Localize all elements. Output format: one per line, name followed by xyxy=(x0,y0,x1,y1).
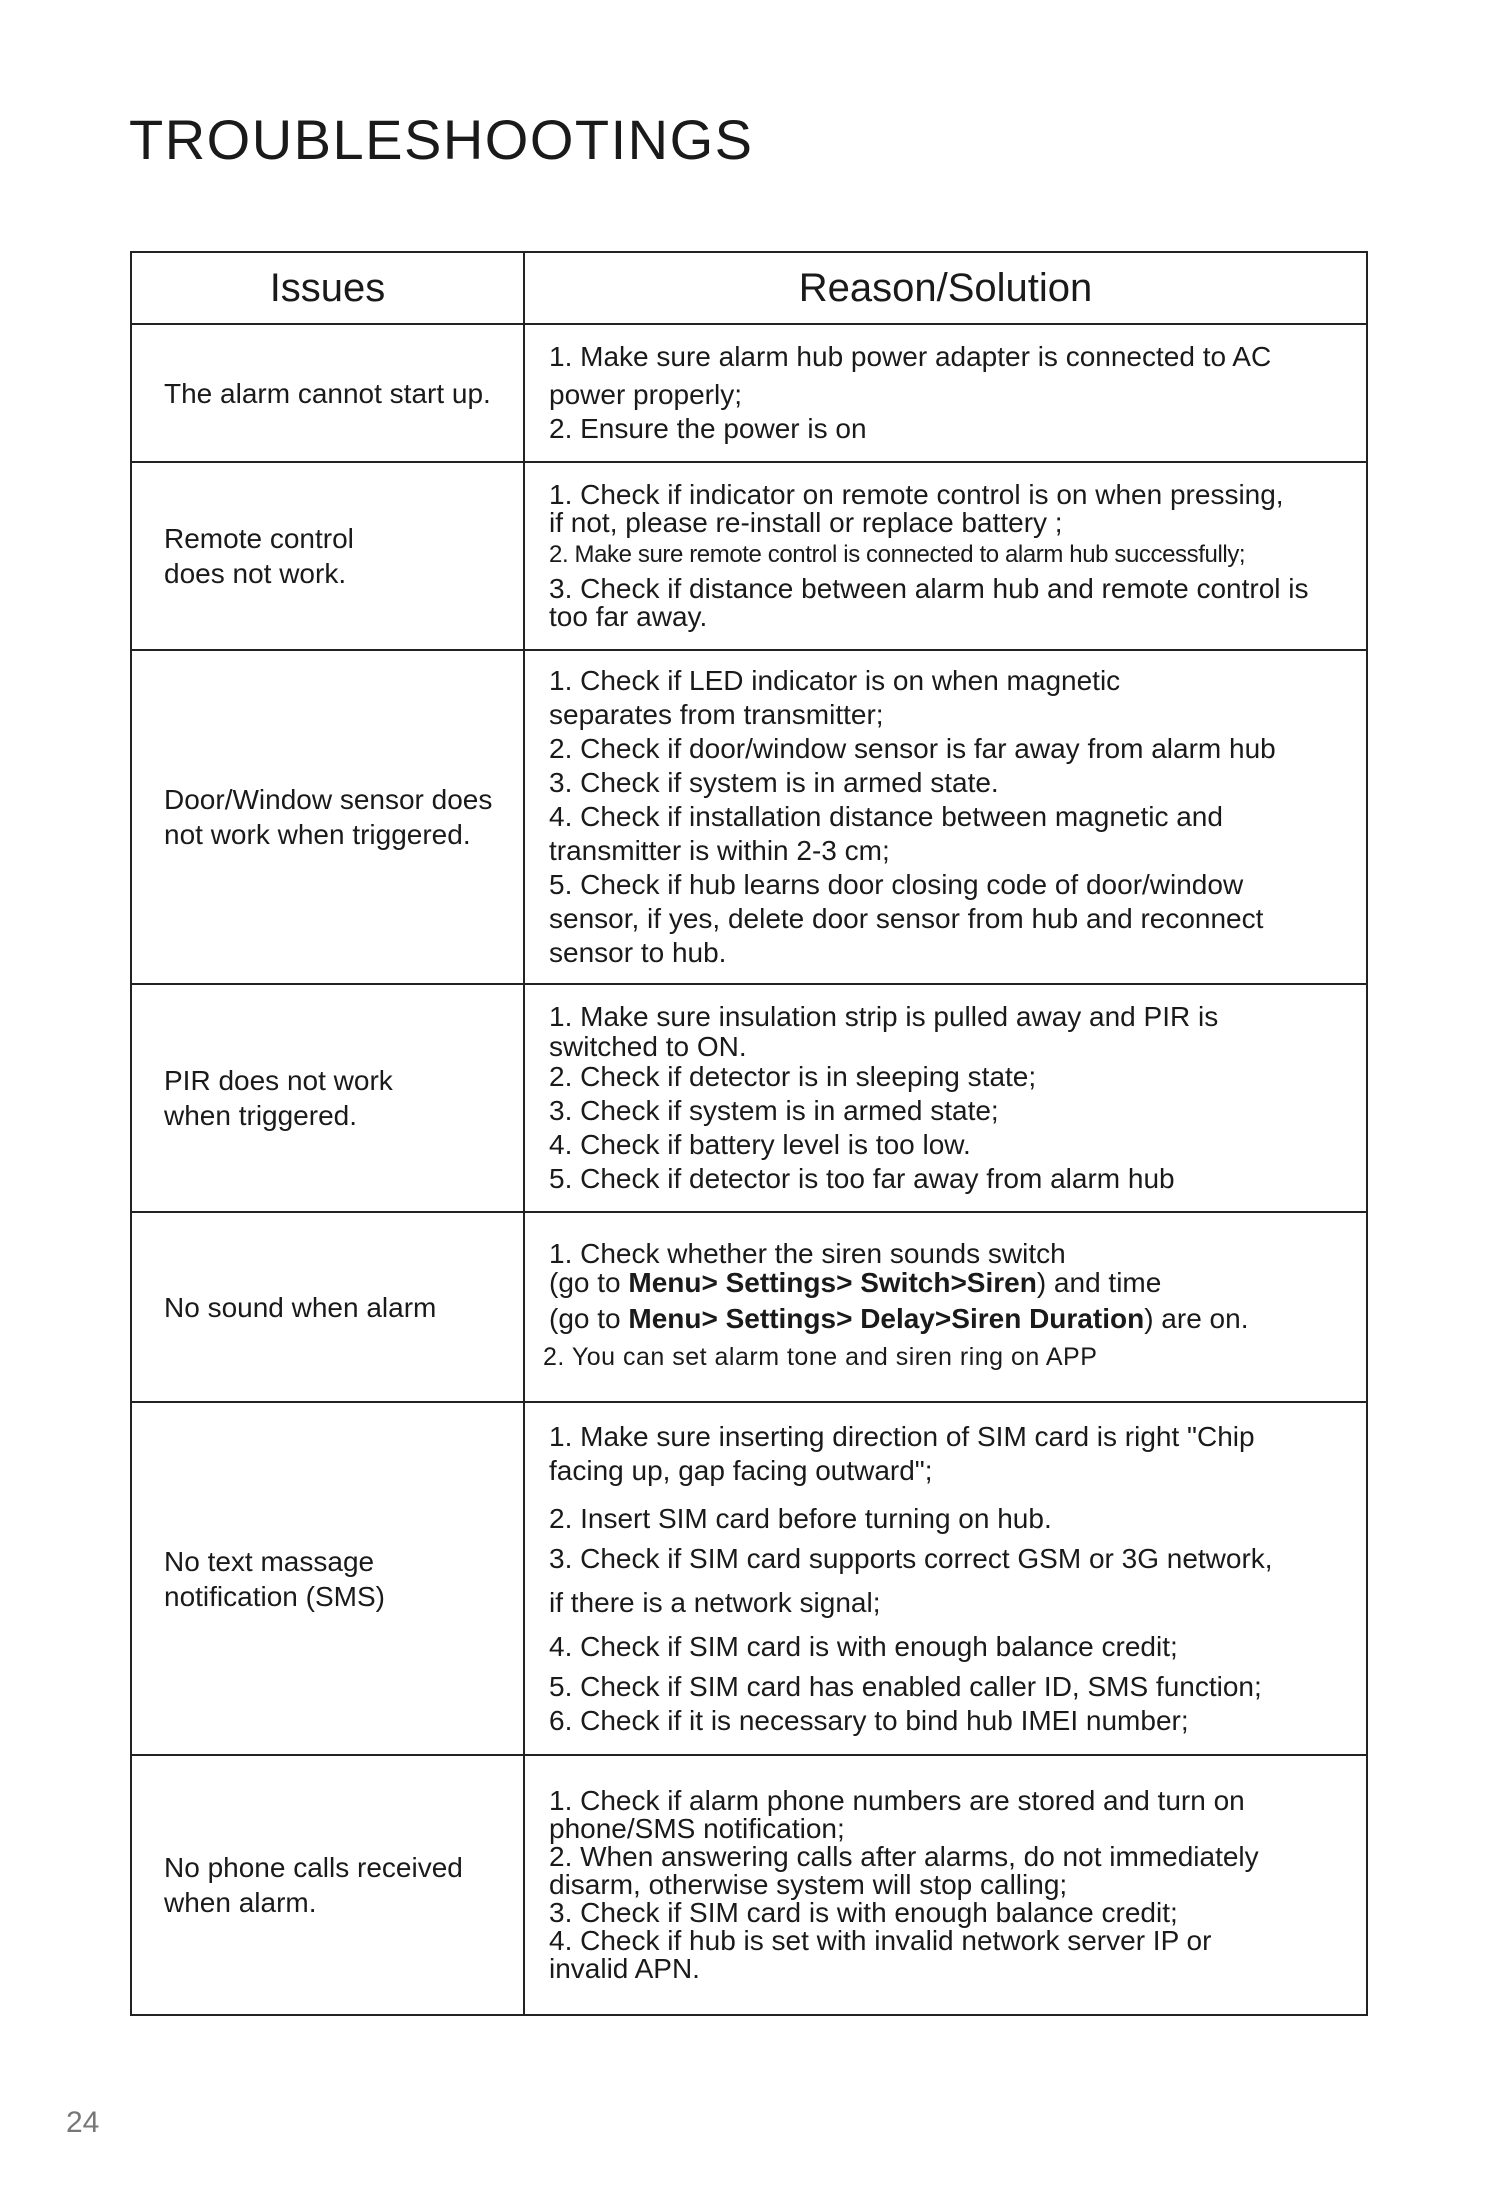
solution-line: if there is a network signal; xyxy=(549,1586,881,1618)
issue-cell xyxy=(131,462,524,650)
solution-line: power properly; xyxy=(549,379,742,410)
issue-cell xyxy=(131,650,524,984)
issue-text: notification (SMS) xyxy=(164,1580,385,1612)
solution-line: 4. Check if installation distance between magnetic and xyxy=(549,801,1223,832)
issue-text: No text massage xyxy=(164,1545,375,1577)
table-header-row xyxy=(131,252,1367,324)
solution-cell xyxy=(524,1755,1367,2015)
solution-line: switched to ON. xyxy=(549,1031,747,1062)
solution-line: 2. You can set alarm tone and siren ring on APP xyxy=(543,1343,1098,1371)
solution-column-header: Reason/Solution xyxy=(524,252,1367,324)
solution-cell xyxy=(524,984,1367,1212)
issue-text: No phone calls received xyxy=(164,1852,463,1883)
issue-text: Remote control xyxy=(164,523,354,554)
solution-cell xyxy=(524,324,1367,462)
solution-line: invalid APN. xyxy=(549,1953,700,1984)
solution-line: 6. Check if it is necessary to bind hub IMEI number; xyxy=(549,1704,1189,1736)
issue-text: when triggered. xyxy=(164,1100,358,1131)
table-row xyxy=(131,1212,1367,1402)
solution-text: (go to xyxy=(549,1303,629,1334)
issue-cell xyxy=(131,1212,524,1402)
solution-line: phone/SMS notification; xyxy=(549,1813,845,1844)
solution-line: 1. Check if alarm phone numbers are stored and turn on xyxy=(549,1785,1245,1816)
issue-text: when alarm. xyxy=(164,1887,317,1918)
solution-line: sensor, if yes, delete door sensor from hub and reconnect xyxy=(549,903,1264,934)
issue-cell xyxy=(131,324,524,462)
table-row xyxy=(131,324,1367,462)
solution-list xyxy=(549,481,1362,631)
solution-line: if not, please re-install or replace battery ; xyxy=(549,507,1063,538)
solution-line: transmitter is within 2-3 cm; xyxy=(549,835,890,866)
solution-line: 5. Check if SIM card has enabled caller ID, SMS function; xyxy=(549,1670,1262,1702)
solution-line: 2. Check if detector is in sleeping state; xyxy=(549,1061,1037,1092)
solution-list xyxy=(549,1787,1362,1983)
solution-list xyxy=(549,340,1362,446)
issue-text: No sound when alarm xyxy=(164,1291,437,1323)
solution-cell xyxy=(524,1212,1367,1402)
solution-list xyxy=(549,1000,1362,1196)
solution-line: 3. Check if system is in armed state. xyxy=(549,767,999,798)
issue-cell xyxy=(131,1402,524,1755)
solution-list xyxy=(549,1420,1362,1738)
issue-text: not work when triggered. xyxy=(164,819,471,850)
solution-line: 2. Check if door/window sensor is far away from alarm hub xyxy=(549,733,1276,764)
solution-text: ) and time xyxy=(1036,1267,1162,1298)
solution-text: ) are on. xyxy=(1144,1303,1249,1334)
solution-line: 4. Check if battery level is too low. xyxy=(549,1129,971,1160)
menu-path: Menu> Settings> Delay>Siren Duration xyxy=(628,1303,1145,1334)
solution-line: 4. Check if hub is set with invalid network server IP or xyxy=(549,1925,1212,1956)
issue-text: The alarm cannot start up. xyxy=(164,377,491,409)
solution-line: 1. Check if indicator on remote control is on when pressing, xyxy=(549,479,1284,510)
solution-line xyxy=(549,1268,1362,1298)
table-row xyxy=(131,462,1367,650)
solution-cell xyxy=(524,1402,1367,1755)
page-number: 24 xyxy=(66,2106,100,2139)
solution-line: 2. Ensure the power is on xyxy=(549,413,867,444)
solution-line: sensor to hub. xyxy=(549,937,727,968)
issue-text: does not work. xyxy=(164,558,347,589)
table-row xyxy=(131,1755,1367,2015)
solution-line: 1. Make sure insulation strip is pulled away and PIR is xyxy=(549,1001,1219,1032)
solution-line: facing up, gap facing outward"; xyxy=(549,1454,933,1486)
solution-list xyxy=(549,664,1362,970)
menu-path: Menu> Settings> Switch>Siren xyxy=(628,1267,1037,1298)
issue-text: PIR does not work xyxy=(164,1065,393,1096)
solution-line: 2. When answering calls after alarms, do not immediately xyxy=(549,1841,1259,1872)
solution-cell xyxy=(524,462,1367,650)
solution-line: 1. Check if LED indicator is on when magnetic xyxy=(549,665,1121,696)
solution-line: 2. Make sure remote control is connected to alarm hub successfully; xyxy=(549,541,1246,568)
solution-line: 3. Check if SIM card supports correct GSM or 3G network, xyxy=(549,1542,1273,1574)
solution-line: 3. Check if distance between alarm hub and remote control is xyxy=(549,573,1309,604)
solution-line: 5. Check if hub learns door closing code of door/window xyxy=(549,869,1244,900)
page-title: TROUBLESHOOTINGS xyxy=(129,108,754,171)
solution-cell xyxy=(524,650,1367,984)
solution-line: disarm, otherwise system will stop calling; xyxy=(549,1869,1068,1900)
issue-text: Door/Window sensor does xyxy=(164,784,493,815)
solution-line: 4. Check if SIM card is with enough balance credit; xyxy=(549,1630,1178,1662)
table-row xyxy=(131,650,1367,984)
solution-line: too far away. xyxy=(549,601,708,632)
solution-line: 2. Insert SIM card before turning on hub. xyxy=(549,1502,1052,1534)
solution-text: (go to xyxy=(549,1267,629,1298)
issue-cell xyxy=(131,1755,524,2015)
issues-column-header: Issues xyxy=(131,252,524,324)
troubleshooting-table xyxy=(130,251,1368,2016)
issue-cell xyxy=(131,984,524,1212)
solution-line: 3. Check if SIM card is with enough balance credit; xyxy=(549,1897,1178,1928)
solution-line xyxy=(549,1302,1362,1336)
solution-line: 3. Check if system is in armed state; xyxy=(549,1095,999,1126)
table-row xyxy=(131,1402,1367,1755)
table-row xyxy=(131,984,1367,1212)
solution-line: 1. Make sure alarm hub power adapter is connected to AC xyxy=(549,341,1272,372)
solution-line: 1. Make sure inserting direction of SIM card is right "Chip xyxy=(549,1420,1255,1452)
solution-line: separates from transmitter; xyxy=(549,699,884,730)
solution-line: 1. Check whether the siren sounds switch xyxy=(549,1238,1066,1269)
solution-line: 5. Check if detector is too far away from alarm hub xyxy=(549,1163,1175,1194)
